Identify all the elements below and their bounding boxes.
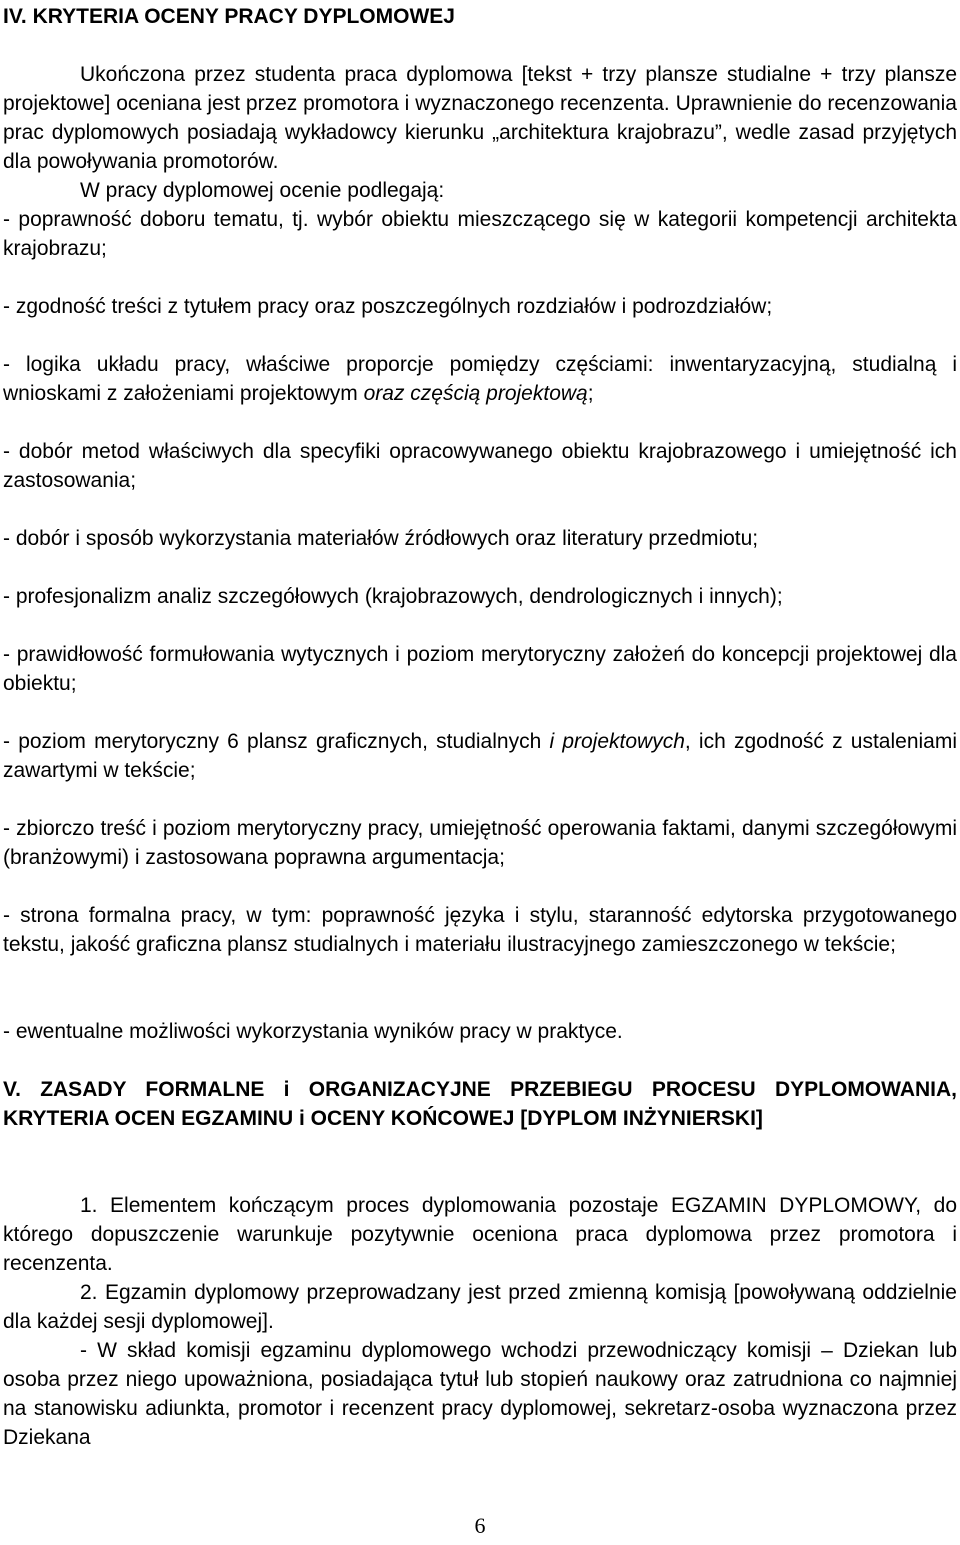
criterion-logic-text: - logika układu pracy, właściwe proporcje pomiędzy częściami: inwentaryzacyjną, studialną i wnioskami z założeniami projektowym [3,353,957,405]
criterion-substance: - zbiorczo treść i poziom merytoryczny pracy, umiejętność operowania faktami, danymi szczegółowymi (branżowymi) i zastosowana poprawna argumentacja; [3,817,957,869]
criterion-content-title: - zgodność treści z tytułem pracy oraz poszczególnych rozdziałów i podrozdziałów; [3,295,773,318]
section-4-title: IV. KRYTERIA OCENY PRACY DYPLOMOWEJ [3,5,455,28]
section-5-title: V. ZASADY FORMALNE i ORGANIZACYJNE PRZEBIEGU PROCESU DYPLOMOWANIA, KRYTERIA OCEN EGZAMINU i OCENY KOŃCOWEJ [DYPLOM INŻYNIERSKI] [3,1078,957,1130]
criterion-logic-end: ; [587,382,594,405]
page-number: 6 [474,1513,486,1538]
criterion-logic [3,350,957,408]
criterion-plansze [3,727,957,785]
criterion-formal: - strona formalna pracy, w tym: poprawność języka i stylu, staranność edytorska przygotowanego tekstu, jakość graficzna plansz studialnych i materiału ilustracyjnego zamieszczonego w tekście; [3,904,957,956]
criterion-practice: - ewentualne możliwości wykorzystania wyników pracy w praktyce. [3,1020,623,1043]
criterion-topic: - poprawność doboru tematu, tj. wybór obiektu mieszczącego się w kategorii kompetencji architekta krajobrazu; [3,208,957,260]
section-4-intro: Ukończona przez studenta praca dyplomowa [tekst + trzy plansze studialne + trzy plansze projektowe] oceniana jest przez promotora i wyznaczonego recenzenta. Uprawnienie do recenzowania prac dyplomowych posiadają wykładowcy kierunku „architektura krajobrazu”, wedle zasad przyjętych dla powoływania promotorów. [3,63,957,173]
criterion-logic-italic: oraz częścią projektową [363,382,588,405]
section-5-paragraph-1: 1. Elementem kończącym proces dyplomowania pozostaje EGZAMIN DYPLOMOWY, do którego dopuszczenie warunkuje pozytywnie oceniona praca dyplomowa przez promotora i recenzenta. [3,1194,957,1275]
criterion-sources: - dobór i sposób wykorzystania materiałów źródłowych oraz literatury przedmiotu; [3,527,759,550]
criterion-plansze-end: , ich zgodność z ustaleniami zawartymi w tekście; [3,730,957,782]
criterion-analyses: - profesjonalizm analiz szczegółowych (krajobrazowych, dendrologicznych i innych); [3,585,783,608]
section-5-paragraph-3: - W skład komisji egzaminu dyplomowego wchodzi przewodniczący komisji – Dziekan lub osoba przez niego upoważniona, posiadająca tytuł lub stopień naukowy oraz zatrudniona co najmniej na stanowisku adiunkta, promotor i recenzent pracy dyplomowej, sekretarz-osoba wyznaczona przez Dziekana [3,1339,957,1449]
criteria-intro: W pracy dyplomowej ocenie podlegają: [80,179,445,202]
criterion-guidelines: - prawidłowość formułowania wytycznych i poziom merytoryczny założeń do koncepcji projektowej dla obiektu; [3,643,957,695]
criterion-plansze-italic: i projektowych [549,730,685,753]
criterion-methods: - dobór metod właściwych dla specyfiki opracowywanego obiektu krajobrazowego i umiejętność ich zastosowania; [3,440,957,492]
section-5-paragraph-2: 2. Egzamin dyplomowy przeprowadzany jest przed zmienną komisją [powoływaną oddzielnie dla każdej sesji dyplomowej]. [3,1281,957,1333]
criterion-plansze-text: - poziom merytoryczny 6 plansz graficznych, studialnych [3,730,550,753]
